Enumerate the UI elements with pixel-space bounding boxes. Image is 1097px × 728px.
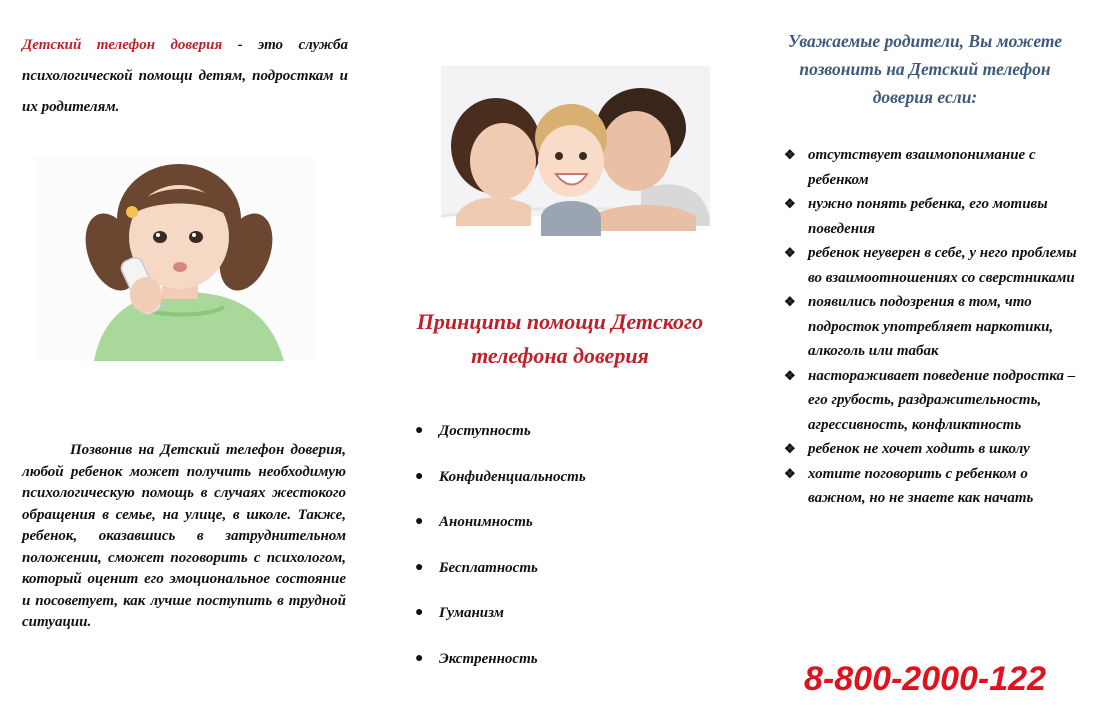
diamond-bullet-icon: ❖ bbox=[784, 196, 796, 211]
list-item: ❖ ребенок неуверен в себе, у него проблемы во взаимоотношениях со сверстниками bbox=[784, 241, 1084, 290]
reasons-list bbox=[784, 143, 1084, 511]
body-text: Позвонив на Детский телефон доверия, любой ребенок может получить необходимую психологическую помощь в случаях жестокого обращения в семье, на улице, в школе. Также, ребенок, оказавшись в затруднительном положении, сможет поговорить с психологом, который оценит его эмоциональное состояние и посоветует, как лучше поступить в трудной ситуации. bbox=[22, 442, 346, 630]
list-item: ❖ нужно понять ребенка, его мотивы поведения bbox=[784, 192, 1084, 241]
list-item: ❖ появились подозрения в том, что подросток употребляет наркотики, алкоголь или табак bbox=[784, 290, 1084, 364]
list-item: ❖ отсутствует взаимопонимание с ребенком bbox=[784, 143, 1084, 192]
bullet-icon: ● bbox=[415, 468, 424, 484]
intro-text bbox=[22, 30, 348, 123]
diamond-bullet-icon: ❖ bbox=[784, 367, 796, 383]
list-item: ● Анонимность bbox=[415, 509, 586, 555]
intro-rest: - это служба психологической помощи детям, подросткам и их родителям. bbox=[22, 37, 348, 115]
bullet-icon: ● bbox=[415, 605, 424, 621]
bullet-icon: ● bbox=[415, 423, 424, 438]
list-item: ❖ хотите поговорить с ребенком о важном, но не знаете как начать bbox=[784, 462, 1084, 511]
list-item: ● Экстренность bbox=[415, 646, 586, 692]
diamond-bullet-icon: ❖ bbox=[784, 441, 796, 456]
parents-title: Уважаемые родители, Вы можете позвонить на Детский телефон доверия если: bbox=[787, 31, 1063, 107]
principles-title: Принципы помощи Детского телефона доверия bbox=[416, 309, 704, 368]
diamond-bullet-icon: ❖ bbox=[784, 465, 796, 481]
principles-list bbox=[415, 418, 586, 692]
diamond-bullet-icon: ❖ bbox=[784, 245, 796, 260]
list-item: ● Конфиденциальность bbox=[415, 464, 586, 510]
list-item: ● Гуманизм bbox=[415, 600, 586, 646]
diamond-bullet-icon: ❖ bbox=[784, 294, 796, 309]
list-item: ❖ настораживает поведение подростка – его грубость, раздражительность, агрессивность, конфликтность bbox=[784, 364, 1084, 438]
intro-highlight: Детский телефон доверия bbox=[22, 37, 223, 53]
bullet-icon: ● bbox=[415, 514, 424, 530]
diamond-bullet-icon: ❖ bbox=[784, 147, 796, 162]
list-item: ❖ ребенок не хочет ходить в школу bbox=[784, 437, 1084, 462]
list-item: ● Доступность bbox=[415, 418, 586, 464]
list-item: ● Бесплатность bbox=[415, 555, 586, 601]
bullet-icon: ● bbox=[415, 650, 424, 666]
family-photo bbox=[441, 66, 710, 260]
bullet-icon: ● bbox=[415, 559, 424, 575]
girl-on-phone-photo bbox=[34, 157, 314, 361]
phone-number: 8-800-2000-122 bbox=[804, 660, 1046, 698]
